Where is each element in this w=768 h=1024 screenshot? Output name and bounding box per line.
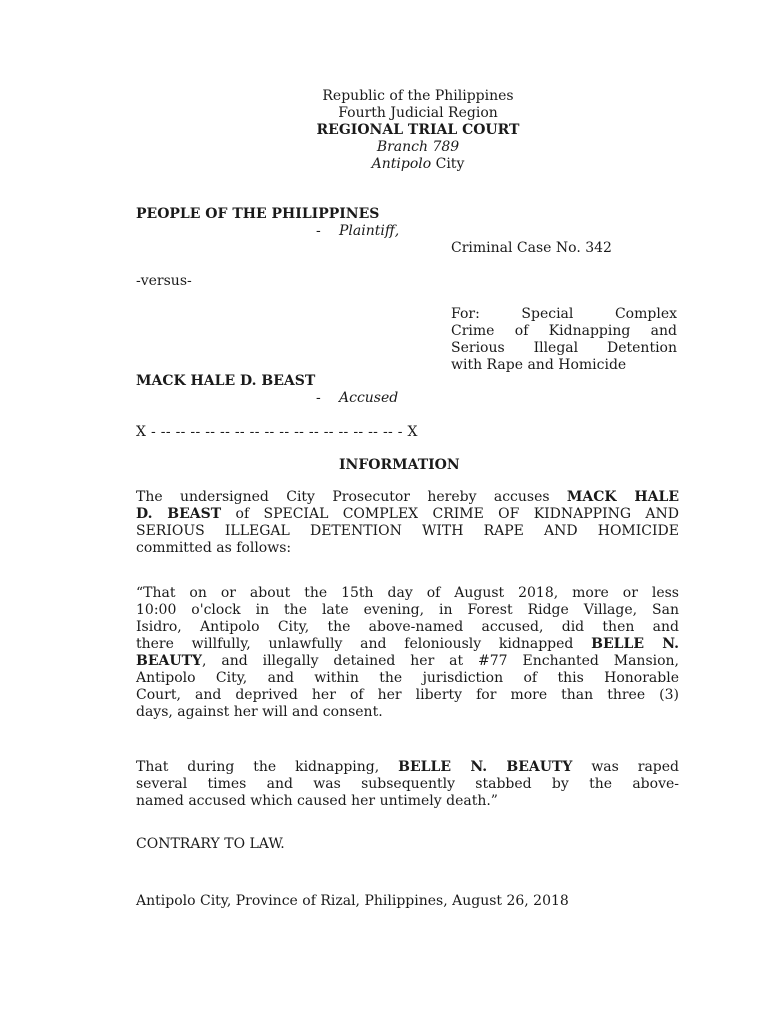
- caption-city: [0, 156, 768, 173]
- case-offense-line: Crime of Kidnapping and: [451, 323, 677, 339]
- allegation-line: Isidro, Antipolo City, the above-named accused, did then and: [136, 619, 679, 635]
- victim-name-inline: BELLE N. BEAUTY: [398, 759, 573, 775]
- intro-line: [136, 506, 679, 523]
- second-paragraph: [136, 759, 679, 810]
- case-offense-block: [451, 306, 677, 374]
- caption-city-suffix: City: [431, 156, 465, 172]
- accused-name: MACK HALE D. BEAST: [136, 373, 316, 389]
- case-offense-line: with Rape and Homicide: [451, 357, 627, 373]
- place-and-date: Antipolo City, Province of Rizal, Philippines, August 26, 2018: [136, 893, 569, 909]
- allegation-line: [136, 636, 679, 653]
- victim-name-inline: BEAUTY: [136, 653, 202, 669]
- intro-text: The undersigned City Prosecutor hereby accuses: [136, 489, 567, 505]
- caption-branch: Branch 789: [376, 139, 460, 155]
- accused-name-inline: MACK HALE: [566, 489, 679, 505]
- caption-court: REGIONAL TRIAL COURT: [316, 122, 520, 138]
- plaintiff-dash: -: [316, 223, 321, 239]
- victim-name-inline: BELLE N.: [591, 636, 680, 652]
- accused-dash: -: [316, 390, 321, 406]
- caption-republic: Republic of the Philippines: [322, 88, 514, 104]
- plaintiff-name: PEOPLE OF THE PHILIPPINES: [136, 206, 380, 222]
- plaintiff-role: Plaintiff,: [339, 223, 400, 239]
- allegation-line: [136, 653, 679, 670]
- case-number: Criminal Case No. 342: [451, 240, 612, 256]
- second-text: was raped: [572, 759, 679, 775]
- allegation-line: Court, and deprived her of her liberty for more than three (3): [136, 687, 679, 703]
- intro-paragraph: [136, 489, 679, 557]
- caption-city-name: Antipolo: [371, 156, 432, 172]
- second-line: named accused which caused her untimely death.”: [136, 793, 498, 809]
- caption-separator: X - -- -- -- -- -- -- -- -- -- -- -- -- -- -- -- -- - X: [136, 424, 418, 440]
- intro-line: SERIOUS ILLEGAL DETENTION WITH RAPE AND HOMICIDE: [136, 523, 679, 539]
- allegation-line: Antipolo City, and within the jurisdiction of this Honorable: [136, 670, 679, 686]
- document-title: INFORMATION: [339, 457, 460, 473]
- case-offense-line: For: Special Complex: [451, 306, 677, 322]
- second-line: [136, 759, 679, 776]
- allegation-line: 10:00 o'clock in the late evening, in Forest Ridge Village, San: [136, 602, 679, 618]
- accused-name-inline: D. BEAST: [136, 506, 222, 522]
- intro-line: [136, 489, 679, 506]
- versus-label: -versus-: [136, 273, 192, 289]
- allegation-paragraph: [136, 585, 679, 721]
- accused-role: Accused: [339, 390, 399, 406]
- allegation-line: days, against her will and consent.: [136, 704, 383, 720]
- allegation-text: there willfully, unlawfully and feloniously kidnapped: [136, 636, 592, 652]
- allegation-line: “That on or about the 15th day of August 2018, more or less: [136, 585, 679, 601]
- intro-line: committed as follows:: [136, 540, 292, 556]
- contrary-to-law: CONTRARY TO LAW.: [136, 836, 285, 852]
- intro-text: of SPECIAL COMPLEX CRIME OF KIDNAPPING AND: [221, 506, 679, 522]
- caption-region: Fourth Judicial Region: [338, 105, 498, 121]
- second-line: several times and was subsequently stabbed by the above-: [136, 776, 679, 792]
- case-offense-line: Serious Illegal Detention: [451, 340, 677, 356]
- allegation-text: , and illegally detained her at #77 Enchanted Mansion,: [202, 653, 679, 669]
- second-text: That during the kidnapping,: [136, 759, 399, 775]
